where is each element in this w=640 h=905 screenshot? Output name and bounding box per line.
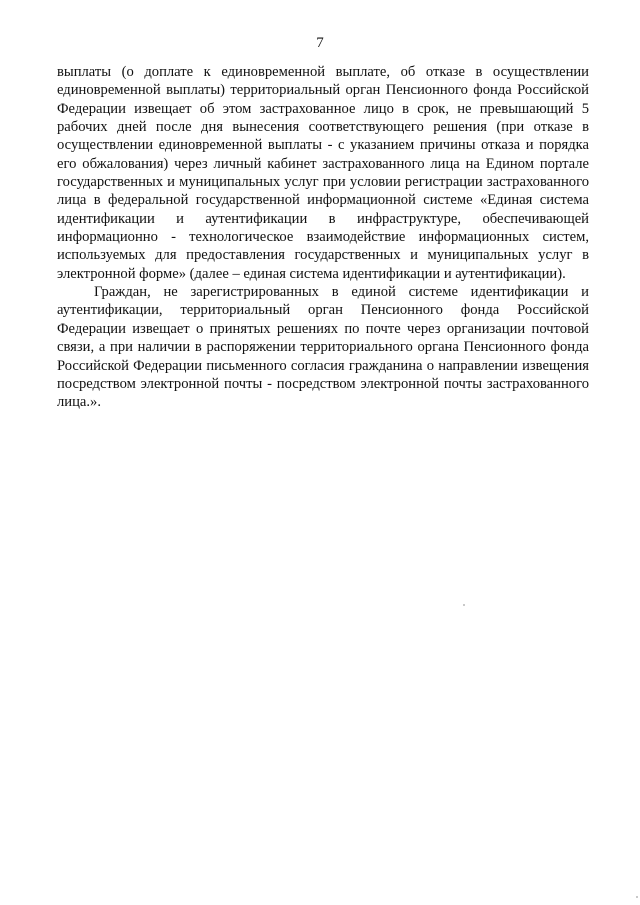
paragraph-1: выплаты (о доплате к единовременной выплате, об отказе в осуществлении единовременной выплаты) территориальный орган Пенсионного фонда Российской Федерации извещает об этом застрахованное лицо в срок, не превышающий 5 рабочих дней после дня вынесения соответствующего решения (при отказе в осуществлении единовременной выплаты - с указанием причины отказа и порядка его обжалования) через личный кабинет застрахованного лица на Едином портале государственных и муниципальных услуг при условии регистрации застрахованного лица в федеральной государственной информационной системе «Единая система идентификации и аутентификации в инфраструктуре, обеспечивающей информационно - технологическое взаимодействие информационных систем, используемых для предоставления государственных и муниципальных услуг в электронной форме» (далее – единая система идентификации и аутентификации). xyxy=(57,64,589,282)
paragraph-2: Граждан, не зарегистрированных в единой системе идентификации и аутентификации, территориальный орган Пенсионного фонда Российской Федерации извещает о принятых решениях по почте через организации почтовой связи, а при наличии в распоряжении территориального органа Пенсионного фонда Российской Федерации письменного согласия гражданина о направлении извещения посредством электронной почты - посредством электронной почты застрахованного лица.». xyxy=(57,284,589,411)
scan-speck xyxy=(463,604,465,606)
document-body xyxy=(57,63,589,412)
scan-speck xyxy=(636,896,638,898)
page-number: 7 xyxy=(316,35,324,51)
